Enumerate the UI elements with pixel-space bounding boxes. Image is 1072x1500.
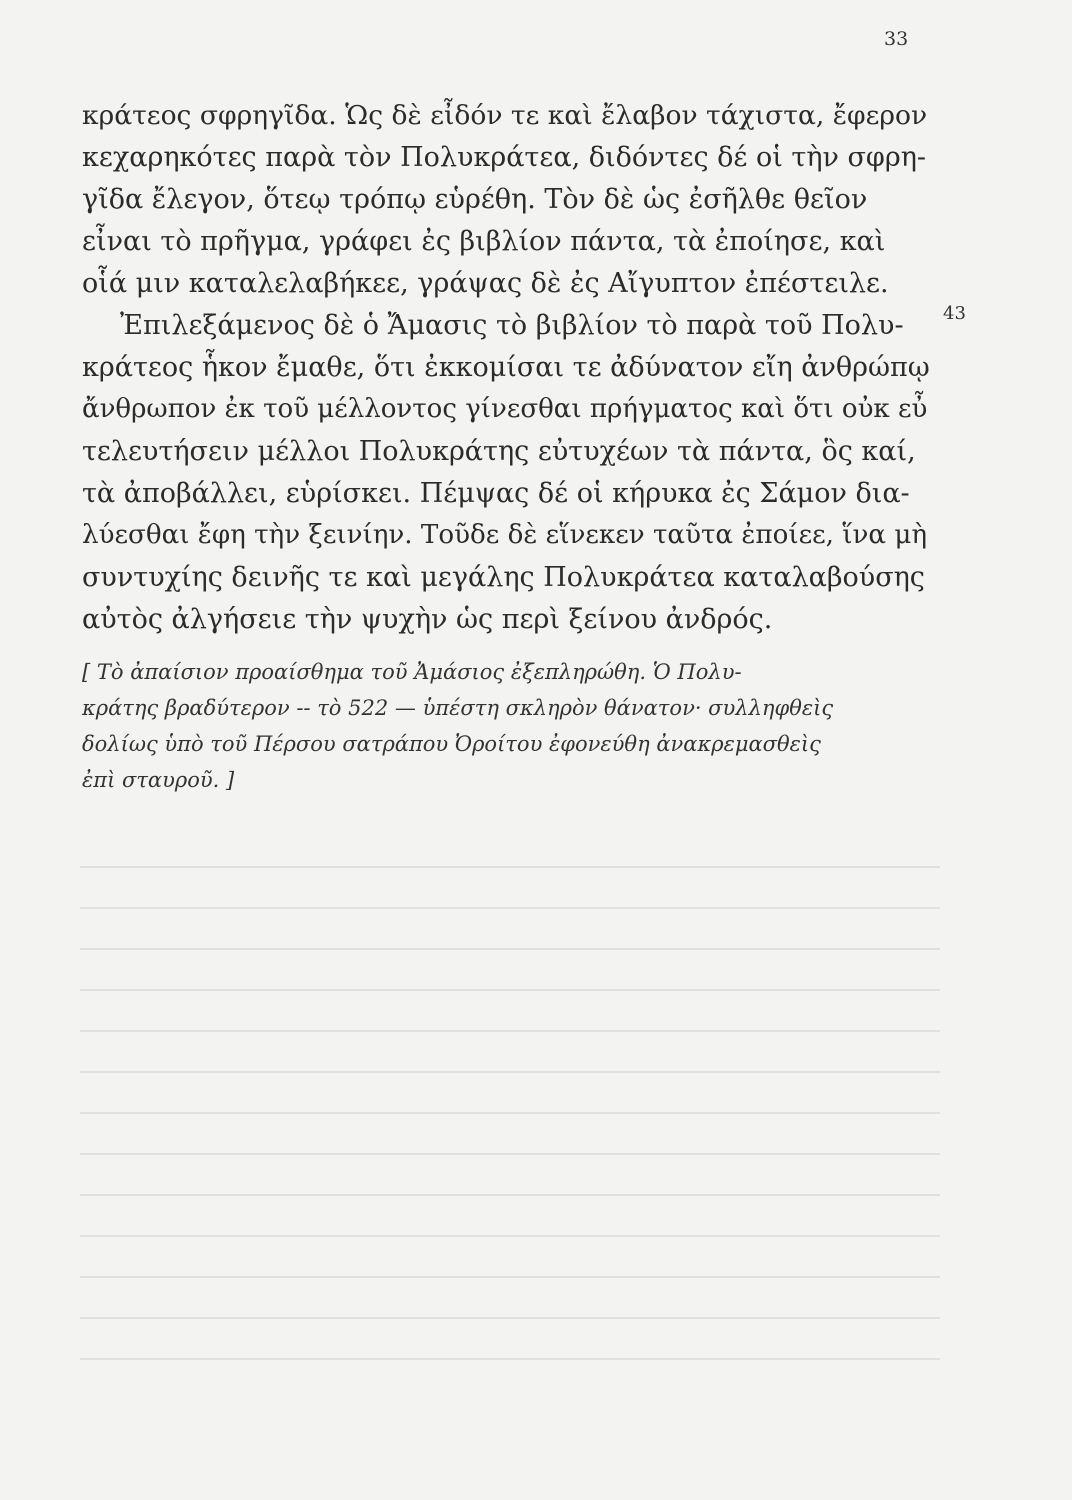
margin-section-number: 43	[943, 303, 966, 324]
body-line: λύεσθαι ἔφη τὴν ξεινίην. Τοῦδε δὲ εἵνεκεν ταῦτα ἐποίεε, ἵνα μὴ	[82, 520, 928, 550]
body-line: κεχαρηκότες παρὰ τὸν Πολυκράτεα, διδόντες δέ οἱ τὴν σφρη-	[82, 142, 927, 173]
show-through-bleed	[80, 840, 940, 1360]
body-line: τελευτήσειν μέλλοι Πολυκράτης εὐτυχέων τὰ πάντα, ὃς καί,	[82, 436, 916, 467]
body-line: κράτεος σφρηγῖδα. Ὡς δὲ εἶδόν τε καὶ ἔλαβον τάχιστα, ἔφερον	[82, 100, 928, 131]
note-line: κράτης βραδύτερον -- τὸ 522 — ὑπέστη σκληρὸν θάνατον· συλληφθεὶς	[82, 696, 834, 720]
body-line: γῖδα ἔλεγον, ὅτεῳ τρόπῳ εὑρέθη. Τὸν δὲ ὡς ἐσῆλθε θεῖον	[82, 184, 868, 215]
body-line: ἄνθρωπον ἐκ τοῦ μέλλοντος γίνεσθαι πρήγματος καὶ ὅτι οὐκ εὖ	[82, 394, 928, 424]
body-line: κράτεος ἧκον ἔμαθε, ὅτι ἐκκομίσαι τε ἀδύνατον εἴη ἀνθρώπῳ	[82, 352, 930, 383]
body-line: οἷά μιν καταλελαβήκεε, γράψας δὲ ἐς Αἴγυπτον ἐπέστειλε.	[82, 268, 889, 299]
body-line: συντυχίης δεινῆς τε καὶ μεγάλης Πολυκράτεα καταλαβούσης	[82, 562, 925, 593]
note-line: δολίως ὑπὸ τοῦ Πέρσου σατράπου Ὀροίτου ἐφονεύθη ἀνακρεμασθεὶς	[82, 732, 821, 756]
note-line: [ Τὸ ἀπαίσιον προαίσθημα τοῦ Ἀμάσιος ἐξεπληρώθη. Ὁ Πολυ-	[82, 660, 742, 684]
note-line: ἐπὶ σταυροῦ. ]	[82, 768, 235, 792]
body-line: εἶναι τὸ πρῆγμα, γράφει ἐς βιβλίον πάντα, τὰ ἐποίησε, καὶ	[82, 226, 886, 257]
page-number: 33	[884, 28, 909, 50]
body-line: τὰ ἀποβάλλει, εὑρίσκει. Πέμψας δέ οἱ κήρυκα ἐς Σάμον δια-	[82, 478, 910, 509]
body-line: Ἐπιλεξάμενος δὲ ὁ Ἄμασις τὸ βιβλίον τὸ παρὰ τοῦ Πολυ-	[120, 310, 904, 341]
body-line: αὐτὸς ἀλγήσειε τὴν ψυχὴν ὡς περὶ ξείνου ἀνδρός.	[82, 604, 773, 635]
